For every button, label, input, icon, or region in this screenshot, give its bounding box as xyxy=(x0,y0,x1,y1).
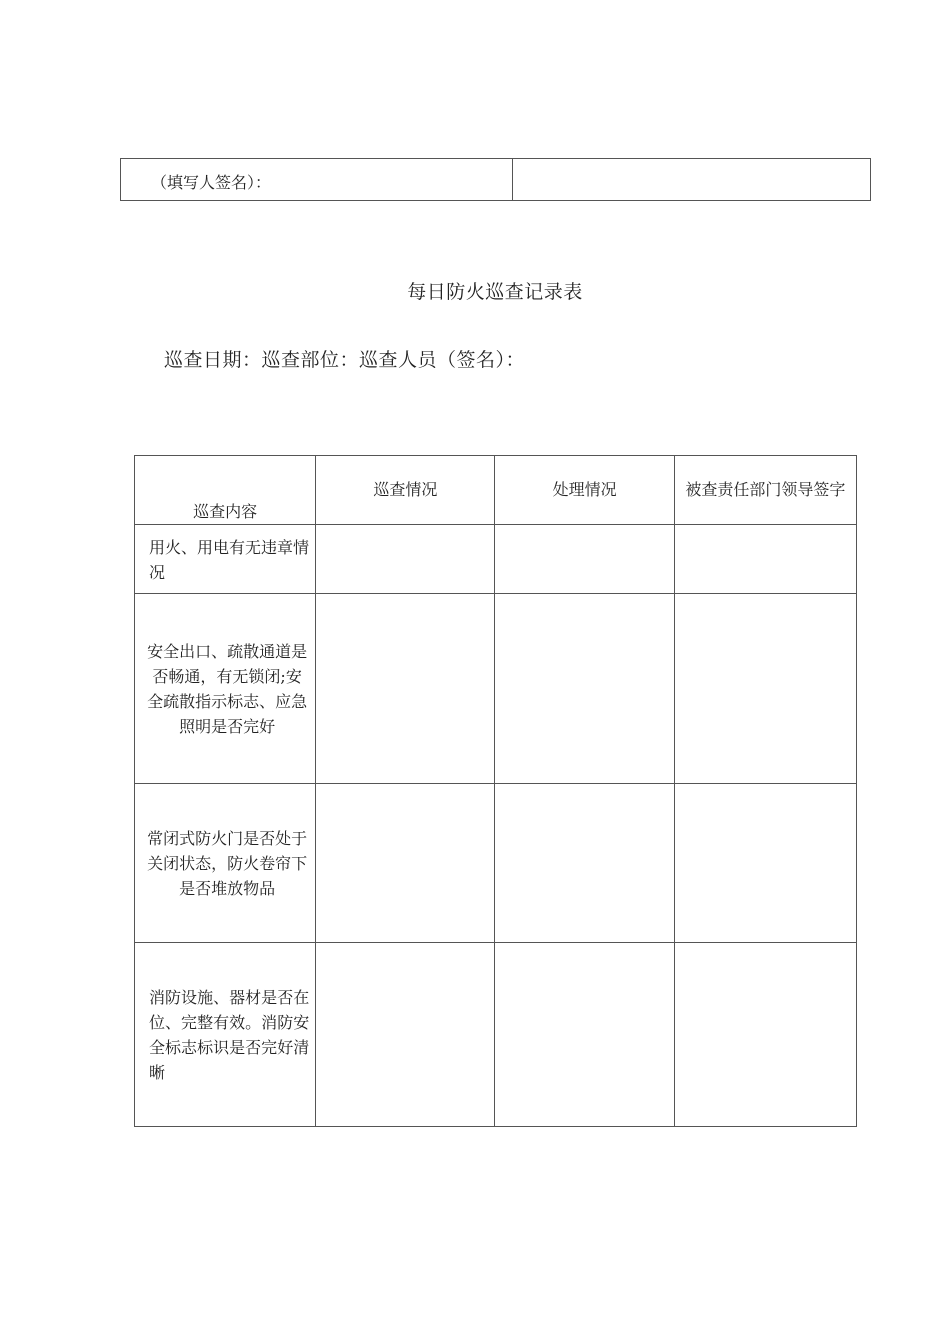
row-inspection-status-cell[interactable] xyxy=(316,594,495,784)
row-handling-status-cell[interactable] xyxy=(495,594,674,784)
signature-label: （填写人签名）： xyxy=(121,159,513,201)
row-item-content: 用火、用电有无违章情况 xyxy=(135,525,316,594)
header-handling-status: 处理情况 xyxy=(495,456,674,525)
signature-table xyxy=(120,158,871,201)
header-inspection-status: 巡查情况 xyxy=(316,456,495,525)
row-leader-signature-cell[interactable] xyxy=(674,943,856,1127)
row-leader-signature-cell[interactable] xyxy=(674,594,856,784)
row-item-content: 消防设施、器材是否在位、完整有效。消防安全标志标识是否完好清晰 xyxy=(135,943,316,1127)
table-row xyxy=(135,525,857,594)
table-row xyxy=(135,784,857,943)
row-leader-signature-cell[interactable] xyxy=(674,525,856,594)
row-handling-status-cell[interactable] xyxy=(495,525,674,594)
row-handling-status-cell[interactable] xyxy=(495,943,674,1127)
document-title: 每日防火巡查记录表 xyxy=(407,281,583,303)
row-item-content: 常闭式防火门是否处于关闭状态，防火卷帘下是否堆放物品 xyxy=(135,784,316,943)
signature-field[interactable] xyxy=(513,159,871,201)
row-inspection-status-cell[interactable] xyxy=(316,784,495,943)
row-inspection-status-cell[interactable] xyxy=(316,943,495,1127)
row-handling-status-cell[interactable] xyxy=(495,784,674,943)
table-row xyxy=(135,943,857,1127)
row-inspection-status-cell[interactable] xyxy=(316,525,495,594)
row-item-content: 安全出口、疏散通道是否畅通，有无锁闭;安全疏散指示标志、应急照明是否完好 xyxy=(135,594,316,784)
inspection-record-table xyxy=(134,455,857,1127)
table-header-row xyxy=(135,456,857,525)
header-leader-signature: 被查责任部门领导签字 xyxy=(674,456,856,525)
row-leader-signature-cell[interactable] xyxy=(674,784,856,943)
signature-row xyxy=(121,159,871,201)
table-row xyxy=(135,594,857,784)
inspection-meta-line: 巡查日期：巡查部位：巡查人员（签名）： xyxy=(164,349,526,371)
header-inspection-content: 巡查内容 xyxy=(135,456,316,525)
